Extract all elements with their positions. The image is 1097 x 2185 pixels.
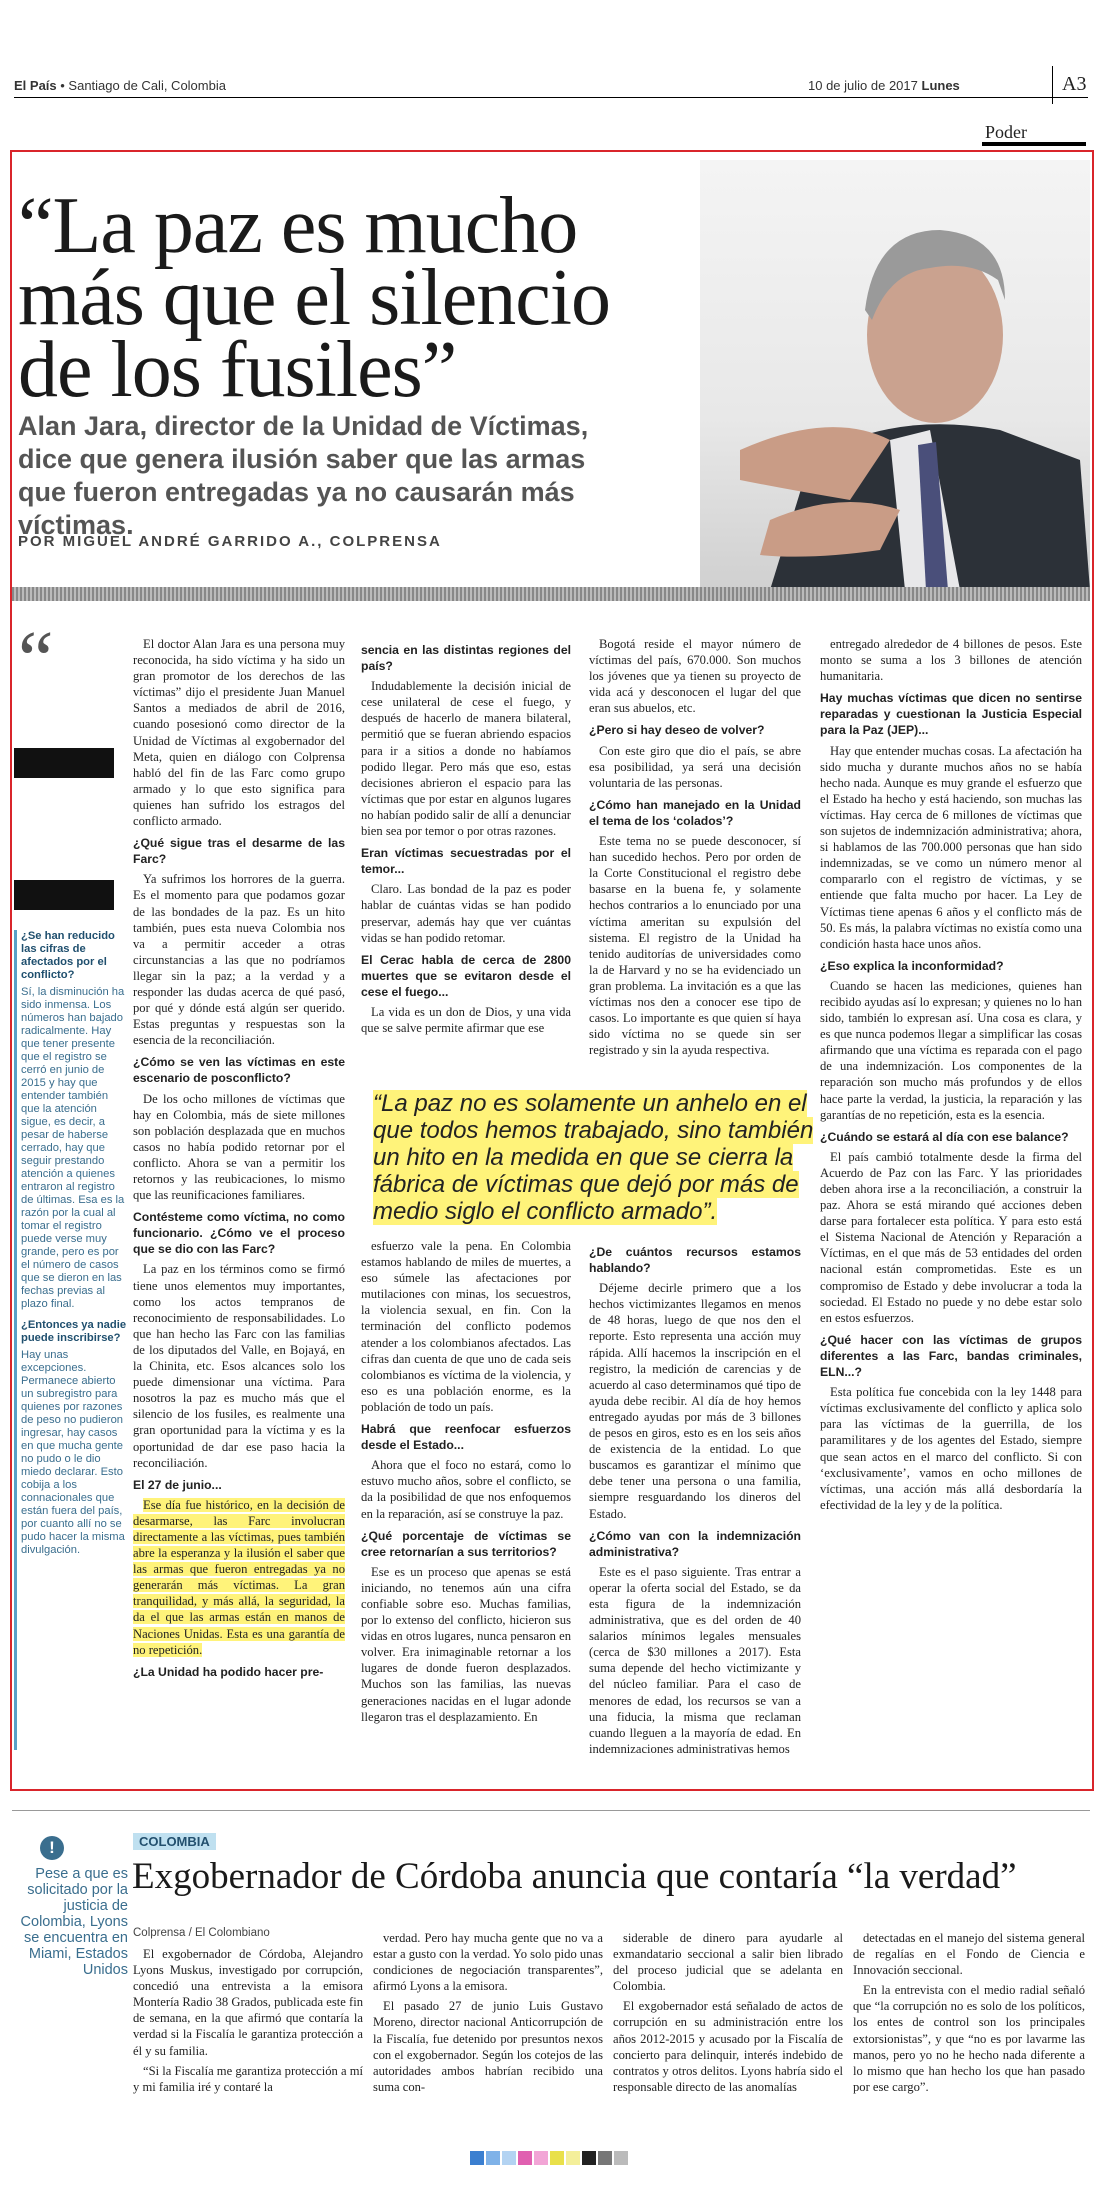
paragraph: Ya sufrimos los horrores de la guerra. Es el momento para que podamos gozar de las bondades de la paz. Es un hito también, pues esta nueva Colombia nos va a permitir acceder a otras circunstancias a las que no podríamos llegar sin la paz; a la verdad y a responder las dudas acerca de qué pasó, por qué y dónde está algún ser querido. Estas preguntas y respuestas son la esencia de la reconciliación. <box>133 872 345 1048</box>
interview-question: ¿Cómo van con la indemnización administrativa? <box>589 1528 801 1559</box>
paragraph: entregado alrededor de 4 billones de pesos. Este monto se suma a los 3 billones de atención humanitaria. <box>820 637 1082 684</box>
paragraph: Déjeme decirle primero que a los hechos victimizantes llegamos en menos de 48 horas, luego de que nos den el reporte. Esto representa una acción muy rápida. Allí hacemos la inscripción en el registro, la medición de carencias y de acuerdo al caso determinamos qué tipo de ayuda debe recibir. Al día de hoy hemos entregado ayudas por más de 3 billones de pesos en giros, esto es en los seis años de existencia de la entidad. Lo que buscamos es garantizar el mínimo que debe tener una persona o una familia, siempre resguardando los dineros del Estado. <box>589 1281 801 1521</box>
paragraph: De los ocho millones de víctimas que hay en Colombia, más de siete millones son población desplazada que en muchos casos no había podido retornar por el conflicto. Ahora se van a permitir los retornos y las reubicaciones, lo mismo que las reunificaciones familiares. <box>133 1091 345 1203</box>
brief-column-1 <box>133 1946 363 2126</box>
brief-column-2 <box>373 1930 603 2126</box>
pull-quote: “La paz no es solamente un anhelo en el que todos hemos trabajado, sino también un hito en la medida en que se cierra la fábrica de víctimas que dejó por más de medio siglo el conflicto armado”. <box>373 1090 814 1225</box>
paragraph: Esta política fue concebida con la ley 1448 para víctimas exclusivamente del conflicto y aplica solo para las víctimas de la guerrilla, de los paramilitares y de los agentes del Estado, siempre que sean actos en el marco del conflicto. Si con ‘exclusivamente’, vamos en ocho millones de víctimas, una acción más allá desbordaría la efectividad de la ley y de la política. <box>820 1385 1082 1512</box>
sidebar-qa <box>14 930 127 1750</box>
article-subtitle: Alan Jara, director de la Unidad de Víctimas, dice que genera ilusión saber que las armas que fueron entregadas ya no causarán más víctimas. <box>18 411 589 540</box>
color-swatch <box>486 2151 500 2165</box>
interview-question: sencia en las distintas regiones del país? <box>361 643 571 674</box>
sidebar-answer: Sí, la disminución ha sido inmensa. Los números han bajado radicalmente. Hay que tener presente que el registro se cerró en junio de 2015 y hay que entender también que la atención sigue, es decir, a pesar de haberse cerrado, hay que seguir prestando atención a quienes entraron al registro de últimas. Esa es la razón por la cual al tomar el registro puede verse muy grande, pero es por el número de casos que se dieron en las fechas previas al plazo final. <box>21 986 125 1310</box>
body-column-2b <box>361 1238 571 1778</box>
paragraph: Indudablemente la decisión inicial de cese unilateral de cese el fuego, y después de hacerlo de manera bilateral, permitió que se fueran abriendo espacios para ir a sitios a donde no habíamos podido llegar. Pero más que eso, estas decisiones abrieron el espacio para las víctimas que por estar en algunos lugares no habían podido salir de allí a denunciar bien sea por temor o por otras razones. <box>361 679 571 839</box>
brief-source: Colprensa / El Colombiano <box>133 1927 270 1939</box>
color-swatch <box>550 2151 564 2165</box>
paragraph: En la entrevista con el medio radial señaló que “la corrupción no es solo de los políticos, los entes de control son los principales extorsionistas”, y que “no es por lavarme las manos, pero yo no he hecho nada diferente a lo mismo que han hecho los que han pasado por ese cargo”. <box>853 1983 1085 2094</box>
paragraph: Claro. Las bondad de la paz es poder hablar de cuántas vidas se han podido preservar, además hay que ver cuántas vidas se han podido retomar. <box>361 882 571 945</box>
paragraph: esfuerzo vale la pena. En Colombia estamos hablando de miles de muertes, a eso súmele las afectaciones por mutilaciones con minas, los secuestros, la violencia sexual, en fin. Con la terminación del conflicto podemos atender a los colombianos afectados. Las cifras dan cuenta de que uno de cada seis colombianos es víctima de la violencia, y eso es una población enorme, es la población de todo un país. <box>361 1239 571 1414</box>
paragraph: verdad. Pero hay mucha gente que no va a estar a gusto con la verdad. Yo solo pido unas condiciones de negociación transparentes”, afirmó Lyons a la emisora. <box>373 1931 603 1994</box>
brief-section-tag: COLOMBIA <box>133 1833 216 1850</box>
color-swatch <box>614 2151 628 2165</box>
interview-question: ¿Cuándo se estará al día con ese balance? <box>820 1129 1069 1144</box>
color-swatch <box>566 2151 580 2165</box>
paragraph: La paz en los términos como se firmó tiene unos elementos muy importantes, como los actos tempranos de reconocimiento de responsabilidades. Lo que han hecho las Farc con las familias de los diputados del Valle, en Bojayá, en la Chinita, etc. Esos alcances solo los puede dimensionar una víctima. Para nosotros la paz es mucho más que el silencio de los fusiles, es realmente una gran oportunidad para la víctima y es la oportunidad de dar ese paso hacia la reconciliación. <box>133 1262 345 1470</box>
paragraph: Hay que entender muchas cosas. La afectación ha sido mucha y durante muchos años no se había hecho nada. Aunque es muy grande el esfuerzo que el Estado ha hecho y está haciendo, son muchas las víctimas. Hay cerca de 6 millones de víctimas que son sujetos de indemnización administrativa; ahora, si hablamos de las 700.000 personas que han sido indemnizadas, se ve como un número menor al compararlo con el registro de víctimas, y se entiende que falta mucho por hacer. La Ley de Víctimas tiene apenas 6 años y el conflicto más de 50. Es más, la palabra víctimas no existía como una condición hasta hace unos años. <box>820 743 1082 951</box>
paragraph: Ese es un proceso que apenas se está iniciando, no tenemos aún una cifra confiable sobre eso. Muchas familias, por lo extenso del conflicto, hicieron sus vidas en otros lugares, nunca pensaron en volver. Era inimaginable retornar a los lugares de donde fueron desplazados. Muchos son las familias, las nuevas generaciones nacidas en el lugar adonde llegaron tras el desplazamiento. En <box>361 1564 571 1724</box>
masthead-date: 10 de julio de 2017 Lunes <box>808 78 960 93</box>
paragraph: La vida es un don de Dios, y una vida que se salve permite afirmar que ese <box>361 1004 571 1036</box>
paragraph: Cuando se hacen las mediciones, quienes han recibido ayudas así lo expresan; y quienes no lo han sido, también lo expresan así. Una cosa es clara, y es que nunca podemos llegar a simplificar las cosas afirmando que una víctima es reparada con el pago de una indemnización. Los componentes de la reparación son mucho más profundos y de ellos hace parte la verdad, la justicia, la reparación y las garantías de no repetición, esta es la esencia. <box>820 978 1082 1122</box>
paragraph: Este es el paso siguiente. Tras entrar a operar la oferta social del Estado, se da esta figura de la indemnización administrativa, que es del orden de 40 salarios mínimos legales mensuales (cerca de $30 millones a 2017). Esta suma depende del hecho victimizante y del núcleo familiar. Para el caso de menores de edad, los recursos se van a una fiducia, la misma que reclaman cuando lleguen a la mayoría de edad. En indemnizaciones administrativas hemos <box>589 1564 801 1756</box>
masthead-paper: El País • Santiago de Cali, Colombia <box>14 78 226 93</box>
paragraph: Ahora que el foco no estará, como lo estuvo mucho años, sobre el conflicto, se da la posibilidad de que nos enfoquemos en la reparación, así se construye la paz. <box>361 1458 571 1521</box>
header-divider <box>1052 66 1053 104</box>
paragraph: El pasado 27 de junio Luis Gustavo Moreno, director nacional Anticorrupción de la Fiscalía, fue detenido por presuntos nexos con el exgobernador. Según los cotejos de las autoridades ambos habrían recibido una suma con- <box>373 1999 603 2094</box>
paragraph: El exgobernador está señalado de actos de corrupción en su administración entre los años 2012-2015 y acusado por la Fiscalía de concierto para delinquir, interés indebido de contratos y otros delitos. Lyons habría sido el responsable directo de las anomalías <box>613 1999 843 2094</box>
sidebar-question: ¿Se han reducido las cifras de afectados por el conflicto? <box>21 930 115 981</box>
brief-title: Exgobernador de Córdoba anuncia que contaría “la verdad” <box>132 1856 1017 1897</box>
interview-question: Eran víctimas secuestradas por el temor... <box>361 846 571 877</box>
header-rule <box>14 97 1088 98</box>
body-column-4 <box>820 636 1082 1778</box>
brief-side-note: Pese a que es solicitado por la justicia de Colombia, Lyons se encuentra en Miami, Estados Unidos <box>20 1866 128 1978</box>
paragraph: detectadas en el manejo del sistema general de regalías en el Fondo de Ciencia e Innovación seccional. <box>853 1931 1085 1978</box>
interview-question: Hay muchas víctimas que dicen no sentirse reparadas y cuestionan la Justicia Especial para la Paz (JEP)... <box>820 691 1082 738</box>
interview-question: ¿Eso explica la inconformidad? <box>820 958 1004 973</box>
interview-question: ¿Pero si hay deseo de volver? <box>589 723 765 738</box>
body-column-1 <box>133 636 345 1776</box>
interview-question: Habrá que reenfocar esfuerzos desde el Estado... <box>361 1422 571 1453</box>
divider-stripe <box>12 587 1090 601</box>
paragraph: El doctor Alan Jara es una persona muy reconocida, ha sido víctima y ha sido un gran promotor de los derechos de las víctimas” dijo el presidente Juan Manuel Santos a mediados de abril de 2016, cuando posesionó como director de la Unidad de Víctimas al exgobernador del Meta, quien en diálogo con Colprensa habló del fin de las Farc como grupo armado y lo que esto significa para quienes han sufrido los estragos del conflicto armado. <box>133 637 345 829</box>
brief-column-4 <box>853 1930 1085 2126</box>
brief-column-3 <box>613 1930 843 2126</box>
sidebar-question: ¿Entonces ya nadie puede inscribirse? <box>21 1319 127 1344</box>
body-column-3 <box>589 636 801 1068</box>
byline: POR MIGUEL ANDRÉ GARRIDO A., COLPRENSA <box>18 533 442 550</box>
body-column-2 <box>361 636 571 1068</box>
paragraph: siderable de dinero para ayudarle al exmandatario seccional a salir bien librado del proceso judicial que se adelanta en Colombia. <box>613 1931 843 1994</box>
article-title: “La paz es mucho más que el silencio de los fusiles” <box>18 182 610 414</box>
interview-question: ¿De cuántos recursos estamos hablando? <box>589 1245 801 1276</box>
color-swatch <box>502 2151 516 2165</box>
color-swatch <box>470 2151 484 2165</box>
paragraph: “Si la Fiscalía me garantiza protección a mí y mi familia iré y contaré la <box>133 2063 363 2094</box>
paragraph: El país cambió totalmente desde la firma del Acuerdo de Paz con las Farc. Y las prioridades deben ahora irse a la reconciliación, a construir la paz. Ahora se está mirando qué acciones deben darse para fortalecer esta política. Y para esto está el Sistema Nacional de Atención y Reparación a Víctimas, en el que más de 53 entidades del orden nacional están comprometidas. Este es un compromiso de Estado y debe involucrar a toda la sociedad. El Estado no puede y no debe estar solo en estos esfuerzos. <box>820 1149 1082 1325</box>
interview-question: Contésteme como víctima, no como funcionario. ¿Cómo ve el proceso que se dio con las Farc? <box>133 1210 345 1257</box>
black-bar-top <box>14 748 114 778</box>
page-number: A3 <box>1062 73 1087 95</box>
sidebar-answer: Hay unas excepciones. Permanece abierto un subregistro para quienes por razones de peso no pudieron ingresar, hay casos en que mucha gente no pudo o le dio miedo declarar. Esto cobija a los connacionales que están fuera del país, por cuanto allí no se pudo hacer la misma divulgación. <box>21 1349 125 1556</box>
paragraph: Con este giro que dio el país, se abre esa posibilidad, ya será una decisión voluntaria de las personas. <box>589 743 801 790</box>
portrait-photo <box>700 160 1090 590</box>
paragraph: El exgobernador de Córdoba, Alejandro Lyons Muskus, investigado por corrupción, concedió una entrevista a la emisora Montería Radio 38 Grados, publicada este fin de semana, en la que afirmó que contaría la verdad si la Fiscalía le garantiza protección a él y su familia. <box>133 1947 363 2058</box>
print-color-bar <box>470 2151 630 2165</box>
section-rule <box>982 142 1086 146</box>
interview-question: ¿Cómo se ven las víctimas en este escenario de posconflicto? <box>133 1055 345 1086</box>
interview-question: ¿Qué porcentaje de víctimas se cree retornarían a sus territorios? <box>361 1528 571 1559</box>
section-label: Poder <box>985 122 1027 142</box>
interview-question: El Cerac habla de cerca de 2800 muertes que se evitaron desde el cese el fuego... <box>361 952 571 999</box>
color-swatch <box>598 2151 612 2165</box>
quote-mark: “ <box>18 616 54 704</box>
brief-rule <box>12 1810 1090 1811</box>
exclamation-icon: ! <box>40 1836 64 1860</box>
interview-question: ¿Cómo han manejado en la Unidad el tema de los ‘colados’? <box>589 797 801 828</box>
paragraph: Este tema no se puede desconocer, sí han sucedido hechos. Pero por orden de la Corte Constitucional el registro debe basarse en la buena fe, y solamente hechos contrarios a lo enunciado por una víctima ameritan su expulsión del sistema. El registro de la Unidad ha tenido auditorías de universidades como la de Harvard y no se ha evidenciado un gran problema. La invitación es a que las víctimas nos den a conocer ese tipo de casos. Lo importante es que quien sí haya sido víctima no se quede sin ser registrado y sin la ayuda respectiva. <box>589 834 801 1058</box>
highlighted-paragraph: Ese día fue histórico, en la decisión de desarmarse, las Farc involucran directamente a las víctimas, pues también abre la esperanza y la ilusión el saber que las armas que fueron entregadas ya no generarán más víctimas. La gran tranquilidad, y más allá, la seguridad, la da el que las armas están en manos de Naciones Unidas. Esta es una garantía de no repetición. <box>133 1497 345 1657</box>
color-swatch <box>582 2151 596 2165</box>
paragraph: Bogotá reside el mayor número de víctimas del país, 670.000. Son muchos los jóvenes que ya tienen su proyecto de vida acá y desconocen el lugar del que eran sus abuelos, etc. <box>589 637 801 716</box>
interview-question: ¿Qué hacer con las víctimas de grupos diferentes a las Farc, bandas criminales, ELN...? <box>820 1332 1082 1380</box>
interview-question: El 27 de junio... <box>133 1477 222 1492</box>
interview-question: ¿La Unidad ha podido hacer pre- <box>133 1664 324 1679</box>
color-swatch <box>534 2151 548 2165</box>
body-column-3b <box>589 1238 801 1778</box>
interview-question: ¿Qué sigue tras el desarme de las Farc? <box>133 836 345 867</box>
color-swatch <box>518 2151 532 2165</box>
black-bar-bottom <box>14 880 114 910</box>
